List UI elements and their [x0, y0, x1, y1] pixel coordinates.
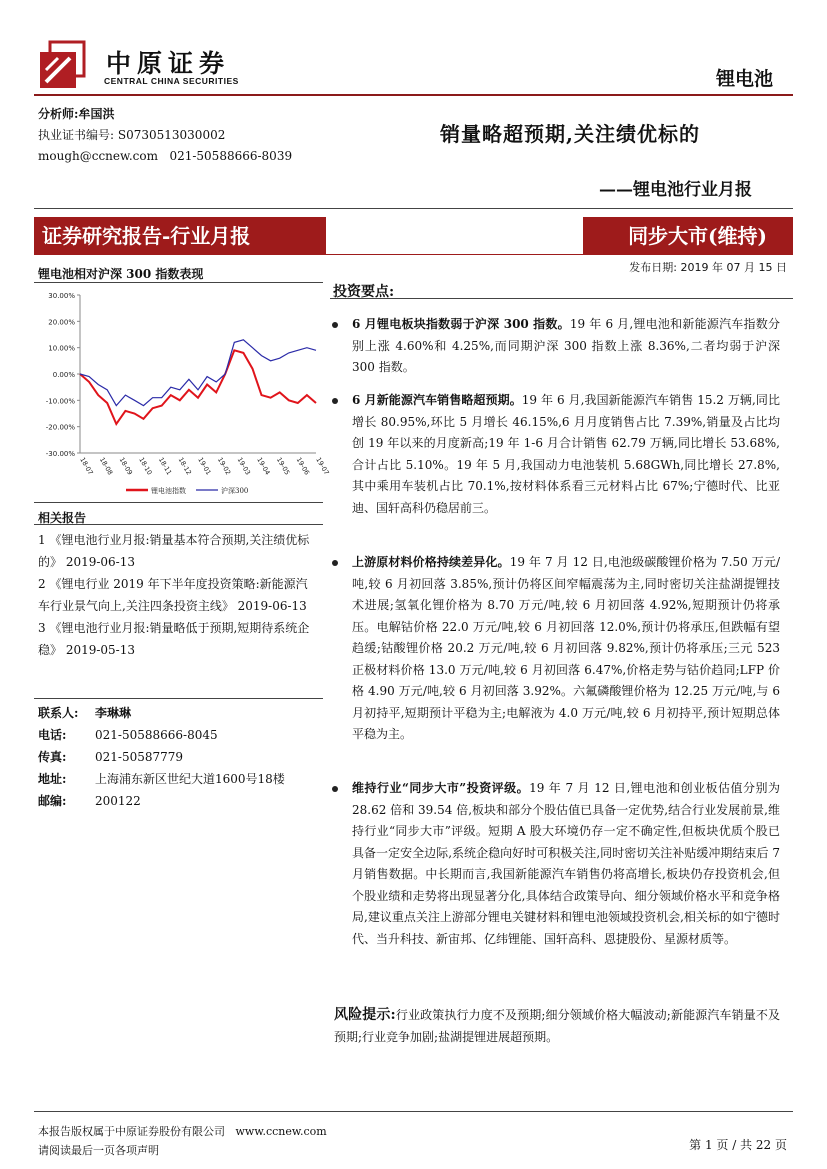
y-tick-label: -30.00%: [45, 450, 75, 458]
report-subtitle: ——锂电池行业月报: [599, 180, 752, 200]
investment-point: [338, 314, 780, 379]
banner-divider: [326, 254, 583, 255]
logo-mark-icon: [40, 42, 84, 88]
publish-date-label: 发布日期:: [629, 261, 678, 274]
point-headline: 6 月锂电板块指数弱于沪深 300 指数。: [352, 317, 570, 331]
y-tick-label: -20.00%: [45, 423, 75, 432]
analyst-label: 分析师:: [38, 107, 79, 121]
investment-divider: [330, 298, 793, 299]
website-link[interactable]: www.ccnew.com: [235, 1125, 327, 1138]
investment-heading: 投资要点:: [333, 284, 395, 300]
publish-date-value: 2019 年 07 月 15 日: [680, 261, 787, 274]
investment-point: [338, 778, 780, 950]
y-tick-label: -10.00%: [45, 397, 75, 406]
address-label: 地址:: [38, 772, 67, 786]
industry-label: 锂电池: [715, 68, 773, 90]
analyst-info: [38, 104, 292, 167]
related-report-item[interactable]: 1 《锂电池行业月报:销量基本符合预期,关注绩优标的》 2019-06-13: [38, 533, 310, 569]
logo-text-en: CENTRAL CHINA SECURITIES: [104, 76, 239, 86]
page-number: 第 1 页 / 共 22 页: [689, 1138, 787, 1152]
x-tick-label: 19-01: [196, 456, 213, 477]
related-reports-list: [38, 529, 318, 661]
related-report-item[interactable]: 2 《锂电行业 2019 年下半年度投资策略:新能源汽车行业景气向上,关注四条投资主线》 2019-06-13: [38, 577, 308, 613]
x-tick-label: 19-07: [314, 456, 331, 477]
risk-label: 风险提示:: [334, 1007, 396, 1023]
point-headline: 6 月新能源汽车销售略超预期。: [352, 393, 522, 407]
investment-point: [338, 552, 780, 746]
performance-chart: [34, 285, 331, 500]
phone-label: 电话:: [38, 728, 67, 742]
disclaimer-text: 请阅读最后一页各项声明: [38, 1144, 159, 1157]
y-tick-label: 20.00%: [48, 318, 75, 327]
point-body: 19 年 6 月,我国新能源汽车销售 15.2 万辆,同比增长 80.95%,环比 5 月增长 46.15%,6 月月度销售占比 7.39%,销量及占比均创 19 年以来的月度新高;19 年 1-6 月合计销售 62.79 万辆,同比增长 53.68%,合计占比 5.10%。19 年 5 月,我国动力电池装机 5.68GWh,同比增长 27.8%,其中乘用车装机占比 70.1%,按材料体系看三元材料占比 67%;宁德时代、比亚迪、国轩高科仍稳居前三。: [352, 393, 781, 515]
contact-person-label: 联系人:: [38, 706, 79, 720]
bullet-icon: [332, 786, 338, 792]
cert-label: 执业证书编号:: [38, 128, 115, 142]
series-line-1: [80, 350, 316, 424]
analyst-email[interactable]: mough@ccnew.com: [38, 149, 158, 163]
fax-value: 021-50587779: [95, 750, 184, 764]
y-tick-label: 30.00%: [48, 292, 75, 300]
point-body: 19 年 6 月,锂电池和新能源汽车指数分别上涨 4.60%和 4.25%,而同期沪深 300 指数上涨 8.36%,二者均弱于沪深 300 指数。: [352, 317, 780, 374]
contact-person: 李琳琳: [95, 706, 132, 720]
x-tick-label: 18-10: [137, 456, 154, 477]
related-reports-heading: 相关报告: [38, 511, 87, 525]
x-tick-label: 18-07: [78, 456, 95, 477]
legend-label: 沪深300: [221, 487, 249, 495]
risk-warning: [334, 1004, 780, 1048]
x-tick-label: 18-12: [176, 456, 193, 477]
x-tick-label: 18-08: [97, 456, 115, 477]
report-title: 销量略超预期,关注绩优标的: [440, 122, 700, 146]
copyright-text: 本报告版权属于中原证券股份有限公司: [38, 1125, 225, 1138]
zip-value: 200122: [95, 794, 141, 808]
point-body: 19 年 7 月 12 日,锂电池和创业板估值分别为 28.62 倍和 39.54 倍,板块和部分个股估值已具备一定优势,结合行业发展前景,维持行业“同步大市”评级。短期 A 股大环境仍存一定不确定性,但板块优质个股已具备一定安全边际,系统企稳向好时可积极关注,同时密切关注补贴缓冲期结束后 7 月销售数据。中长期而言,我国新能源汽车销售仍将高增长,板块仍存投资机会,但个股业绩和走势将出现显著分化,具体结合政策导向、细分领域价格水平和竞争格局,建议重点关注上游部分锂电关键材料和锂电池领域投资机会,相关标的如宁德时代、当升科技、新宙邦、亿纬锂能、国轩高科、恩捷股份、星源材质等。: [352, 781, 781, 946]
x-tick-label: 19-04: [255, 456, 272, 477]
phone-value: 021-50588666-8045: [95, 728, 218, 742]
y-tick-label: 0.00%: [52, 371, 75, 379]
x-tick-label: 19-05: [274, 456, 292, 477]
fax-label: 传真:: [38, 750, 67, 764]
bullet-icon: [332, 398, 338, 404]
x-tick-label: 18-11: [156, 456, 174, 477]
point-headline: 维持行业“同步大市”投资评级。: [352, 781, 530, 795]
related-report-item[interactable]: 3 《锂电池行业月报:销量略低于预期,短期待系统企稳》 2019-05-13: [38, 621, 310, 657]
point-body: 19 年 7 月 12 日,电池级碳酸锂价格为 7.50 万元/吨,较 6 月初回落 3.85%,预计仍将区间窄幅震荡为主,同时密切关注盐湖提锂技术进展;氢氧化锂价格为 8.70 万元/吨,较 6 月初回落 4.92%,短期预计仍将承压。电解钴价格 22.0 万元/吨,较 6 月初回落 12.0%,预计仍将承压,但跌幅有望趋缓;钴酸锂价格 20.2 万元/吨,较 6 月初回落 9.82%,预计仍将承压;三元 523 正极材料价格 13.0 万元/吨,较 6 月初回落 6.47%,价格走势与钴价趋同;LFP 价格 4.90 万元/吨,较 6 月初回落 3.92%。六氟磷酸锂价格为 12.25 万元/吨,与 6 月初持平,短期预计平稳为主;电解液为 4.0 万元/吨,较 6 月初持平,预计短期总体平稳为主。: [352, 555, 780, 741]
title-divider: [34, 208, 793, 209]
publish-date: [629, 259, 787, 275]
chart-title-divider: [34, 282, 323, 283]
risk-text: 行业政策执行力度不及预期;细分领域价格大幅波动;新能源汽车销量不及预期;行业竞争加剧;盐湖提锂进展超预期。: [334, 1008, 780, 1044]
chart-title: 锂电池相对沪深 300 指数表现: [38, 267, 204, 281]
point-headline: 上游原材料价格持续差异化。: [352, 555, 510, 569]
logo-text: 中原证券: [106, 49, 231, 78]
footer-left: [38, 1122, 327, 1160]
zip-label: 邮编:: [38, 794, 67, 808]
x-tick-label: 19-03: [235, 456, 252, 477]
series-line-2: [80, 340, 316, 406]
contact-info: [38, 702, 285, 812]
cert-number: S0730513030002: [117, 128, 226, 142]
y-tick-label: 10.00%: [48, 344, 75, 353]
contact-divider: [34, 698, 323, 699]
x-tick-label: 18-09: [117, 456, 134, 477]
address-value: 上海浦东新区世纪大道1600号18楼: [95, 772, 285, 786]
x-tick-label: 19-06: [294, 456, 311, 477]
analyst-name: 牟国洪: [78, 107, 115, 121]
footer-divider: [34, 1111, 793, 1112]
bullet-icon: [332, 322, 338, 328]
bullet-icon: [332, 560, 338, 566]
header-divider: [34, 94, 793, 96]
x-tick-label: 19-02: [215, 456, 233, 477]
legend-label: 锂电池指数: [151, 487, 186, 495]
rating-banner: 同步大市(维持): [583, 217, 793, 255]
analyst-phone: 021-50588666-8039: [169, 149, 293, 163]
investment-point: [338, 390, 780, 519]
related-reports-divider: [34, 524, 323, 525]
report-type-banner: 证券研究报告-行业月报: [34, 217, 326, 255]
chart-bottom-divider: [34, 502, 323, 503]
